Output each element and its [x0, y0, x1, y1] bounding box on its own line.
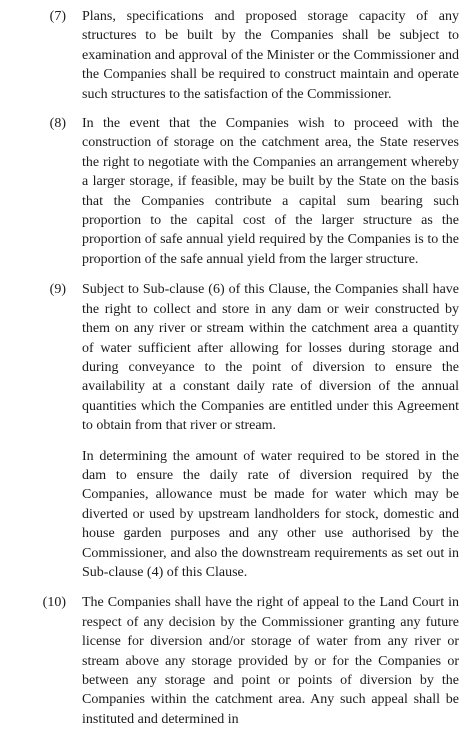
clause-paragraph: The Companies shall have the right of appeal to the Land Court in respect of any decision by the Commissioner granting any future license for diversion and/or storage of water from any river or stream above any storage provided by or for the Companies or between any storage and point or points of diversion by the Companies within the catchment area. Any such appeal shall be instituted and determined in: [82, 595, 459, 727]
clause-9: [0, 280, 465, 582]
clause-paragraph: In the event that the Companies wish to proceed with the construction of storage on the catchment area, the State reserves the right to negotiate with the Companies an arrangement whereby a larger storage, if feasible, may be built by the State on the basis that the Companies contribute a capital sum bearing such proportion to the capital cost of the larger structure as the proportion of safe annual yield required by the Companies is to the proportion of the safe annual yield from the larger structure.: [82, 116, 459, 267]
clause-7: [0, 7, 465, 104]
clause-paragraph: Plans, specifications and proposed storage capacity of any structures to be built by the Companies shall be subject to examination and approval of the Minister or the Commissioner and the Companies shall be required to construct maintain and operate such structures to the satisfaction of the Commissioner.: [82, 9, 459, 102]
clause-number: (7): [49, 9, 66, 24]
clause-number: (8): [49, 116, 66, 132]
clause-paragraph: In determining the amount of water required to be stored in the dam to ensure the daily rate of diversion required by the Companies, allowance must be made for water which may be diverted or used by upstream landholders for stock, domestic and house garden purposes and any other use authorised by the Commissioner, and also the downstream requirements as set out in Sub-clause (4) of this Clause.: [82, 448, 459, 580]
clause-paragraph: Subject to Sub-clause (6) of this Clause, the Companies shall have the right to collect and store in any dam or weir constructed by them on any river or stream within the catchment area a quantity of water sufficient after allowing for losses during storage and during conveyance to the point of diversion to ensure the availability at a constant daily rate of diversion of the annual quantities which the Companies are entitled under this Agreement to obtain from that river or stream.: [82, 282, 459, 434]
clause-10: [0, 593, 465, 729]
clause-number: (10): [42, 595, 66, 611]
clause-number: (9): [49, 282, 66, 298]
clause-8: [0, 114, 465, 269]
